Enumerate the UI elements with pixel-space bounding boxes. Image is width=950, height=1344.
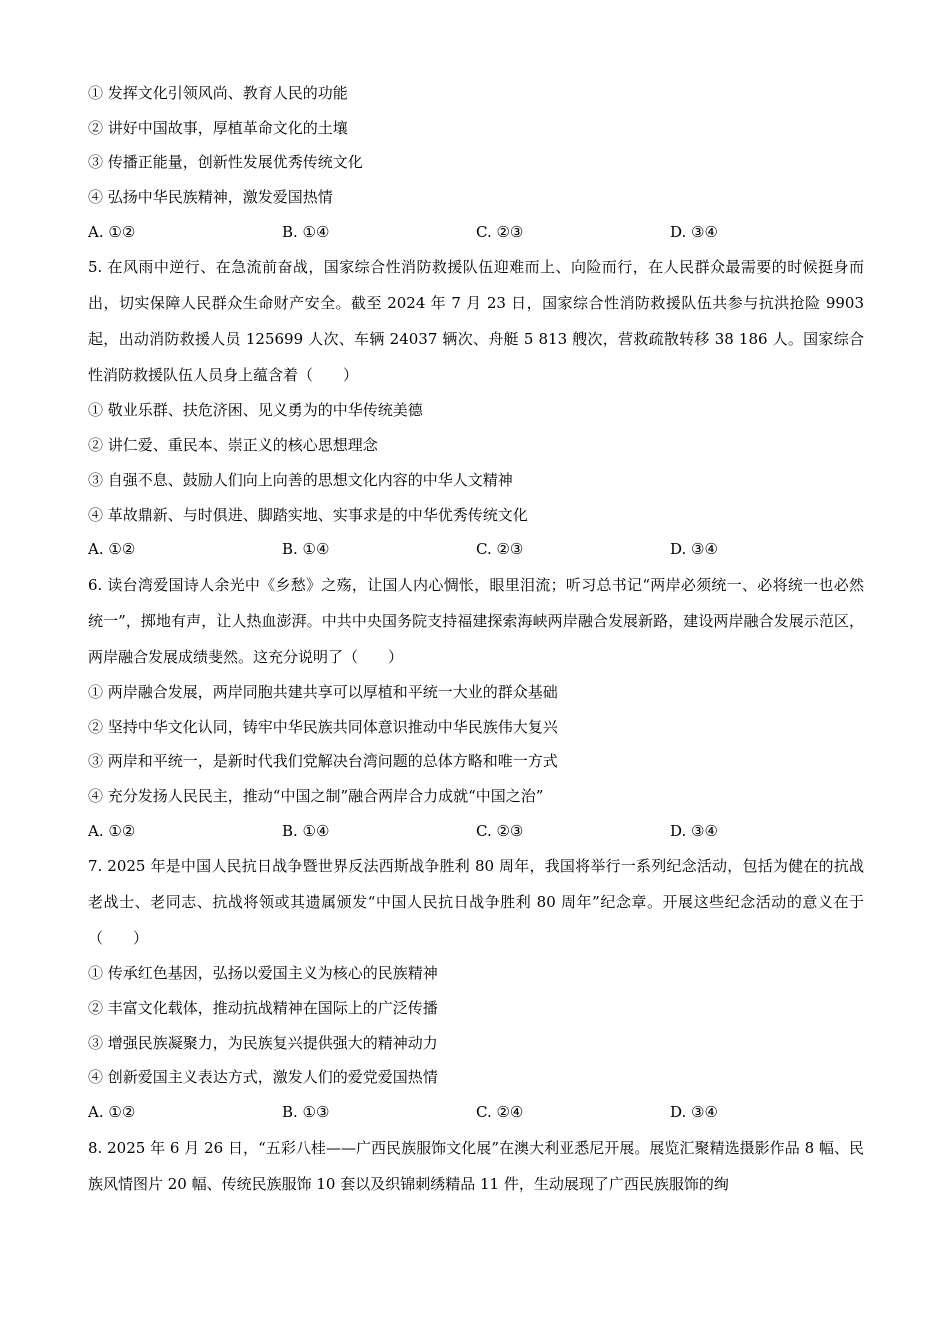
answer-option-d: D. ③④	[670, 1103, 718, 1122]
question-8	[88, 1130, 864, 1202]
answer-option-b: B. ①③	[282, 1103, 330, 1122]
answer-options	[88, 814, 864, 849]
answer-option-d: D. ③④	[670, 821, 718, 840]
statement: ③ 自强不息、鼓励人们向上向善的思想文化内容的中华人文精神	[88, 470, 513, 489]
statement: ④ 充分发扬人民民主，推动“中国之制”融合两岸合力成就“中国之治”	[88, 786, 544, 805]
answer-option-a: A. ①②	[88, 821, 136, 840]
question-6	[88, 567, 864, 848]
statement: ① 两岸融合发展，两岸同胞共建共享可以厚植和平统一大业的群众基础	[88, 682, 558, 701]
answer-option-c: C. ②③	[476, 821, 524, 840]
statement: ② 丰富文化载体，推动抗战精神在国际上的广泛传播	[88, 999, 438, 1017]
statement: ① 传承红色基因，弘扬以爱国主义为核心的民族精神	[88, 964, 438, 983]
answer-option-c: C. ②④	[476, 1103, 524, 1122]
statement: ④ 弘扬中华民族精神，激发爱国热情	[88, 188, 333, 207]
statement: ④ 创新爱国主义表达方式，激发人们的爱党爱国热情	[88, 1068, 438, 1087]
statement: ③ 增强民族凝聚力，为民族复兴提供强大的精神动力	[88, 1033, 438, 1052]
answer-options	[88, 1095, 864, 1130]
question-stem: 7. 2025 年是中国人民抗日战争暨世界反法西斯战争胜利 80 周年，我国将举行一系列纪念活动，包括为健在的抗战老战士、老同志、抗战将领或其遗属颁发“中国人民抗日战争胜利 80 周年”纪念章。开展这些纪念活动的意义在于（ ）	[88, 857, 864, 948]
statement: ② 讲好中国故事，厚植革命文化的土壤	[88, 118, 348, 137]
answer-option-b: B. ①④	[282, 222, 330, 241]
question-7	[88, 848, 864, 1129]
answer-option-b: B. ①④	[282, 821, 330, 840]
statement: ② 讲仁爱、重民本、崇正义的核心思想理念	[88, 436, 378, 455]
answer-option-c: C. ②③	[476, 540, 524, 559]
answer-option-a: A. ①②	[88, 1103, 136, 1122]
answer-options	[88, 532, 864, 567]
statement: ① 敬业乐群、扶危济困、见义勇为的中华传统美德	[88, 401, 423, 420]
question-4-tail	[88, 76, 864, 249]
statement: ③ 两岸和平统一，是新时代我们党解决台湾问题的总体方略和唯一方式	[88, 752, 558, 771]
answer-option-a: A. ①②	[88, 540, 136, 559]
question-5	[88, 249, 864, 566]
answer-option-d: D. ③④	[670, 222, 718, 241]
question-stem: 5. 在风雨中逆行、在急流前奋战，国家综合性消防救援队伍迎难而上、向险而行，在人民群众最需要的时候挺身而出，切实保障人民群众生命财产安全。截至 2024 年 7 月 23 日，国家综合性消防救援队伍共参与抗洪抢险 9903 起，出动消防救援人员 125699 人次、车辆 24037 辆次、舟艇 5 813 艘次，营救疏散转移 38 186 人。国家综合性消防救援队伍人员身上蕴含着（ ）	[88, 258, 864, 385]
answer-option-b: B. ①④	[282, 540, 330, 559]
statement: ③ 传播正能量，创新性发展优秀传统文化	[88, 153, 363, 172]
answer-option-a: A. ①②	[88, 222, 136, 241]
question-stem: 8. 2025 年 6 月 26 日，“五彩八桂——广西民族服饰文化展”在澳大利亚悉尼开展。展览汇聚精选摄影作品 8 幅、民族风情图片 20 幅、传统民族服饰 10 套以及织锦刺绣精品 11 件，生动展现了广西民族服饰的绚	[88, 1138, 864, 1193]
statement: ④ 革故鼎新、与时俱进、脚踏实地、实事求是的中华优秀传统文化	[88, 505, 528, 524]
answer-option-c: C. ②③	[476, 222, 524, 241]
answer-option-d: D. ③④	[670, 540, 718, 559]
statement: ② 坚持中华文化认同，铸牢中华民族共同体意识推动中华民族伟大复兴	[88, 717, 558, 736]
question-stem: 6. 读台湾爱国诗人余光中《乡愁》之殇，让国人内心惆怅，眼里泪流；听习总书记“两岸必须统一、必将统一也必然统一”，掷地有声，让人热血澎湃。中共中央国务院支持福建探索海峡两岸融合发展新路，建设两岸融合发展示范区，两岸融合发展成绩斐然。这充分说明了（ ）	[88, 575, 864, 666]
page-content	[88, 76, 864, 1202]
answer-options	[88, 215, 864, 250]
statement: ① 发挥文化引领风尚、教育人民的功能	[88, 84, 348, 102]
